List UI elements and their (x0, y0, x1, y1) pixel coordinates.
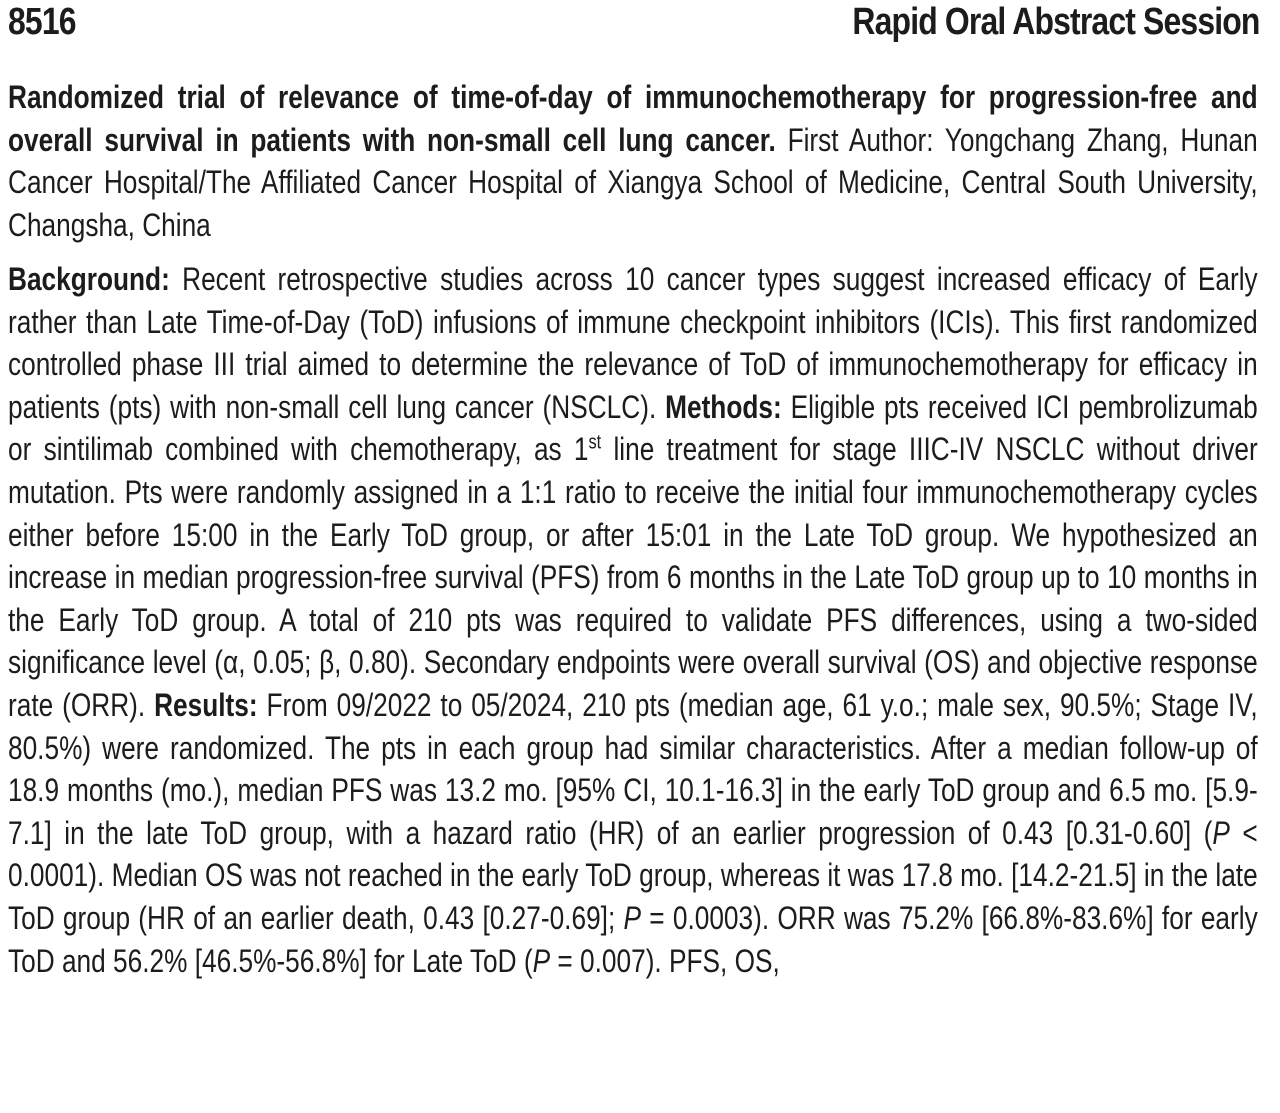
results-text-4: = 0.007). PFS, OS, (550, 942, 780, 979)
abstract-number: 8516 (8, 0, 76, 43)
p-value-symbol: P (1212, 814, 1230, 851)
methods-label: Methods: (665, 388, 782, 425)
page-header (8, 0, 1260, 44)
results-text-2: < 0.0001). Median OS was not reached in the early ToD group, whereas it was 17.8 mo. [14.2-21.5] in the late ToD group (HR of an earlier death, 0.43 [0.27-0.69]; (8, 814, 1258, 936)
abstract-title: Randomized trial of relevance of time-of-day of immunochemotherapy for progression-free and overall survival in patients with non-small cell lung cancer. (8, 79, 1258, 158)
methods-text-2: line treatment for stage IIIC-IV NSCLC without driver mutation. Pts were randomly assigned in a 1:1 ratio to receive the initial four immunochemotherapy cycles either before 15:00 in the Early ToD group, or after 15:01 in the Late ToD group. We hypothesized an increase in median progression-free survival (PFS) from 6 months in the Late ToD group up to 10 months in the Early ToD group. A total of 210 pts was required to validate PFS differences, using a two-sided significance level (α, 0.05; β, 0.80). Secondary endpoints were overall survival (OS) and objective response rate (ORR). (8, 431, 1258, 723)
abstract-body (8, 258, 1258, 982)
p-value-symbol-3: P (532, 942, 551, 979)
p-value-symbol-2: P (623, 899, 642, 936)
methods-superscript: st (588, 431, 602, 454)
background-label: Background: (8, 261, 170, 297)
results-label: Results: (154, 686, 258, 723)
background-text: Recent retrospective studies across 10 cancer types suggest increased efficacy of Early rather than Late Time-of-Day (ToD) infusions of immune checkpoint inhibitors (ICIs). This first randomized controlled phase III trial aimed to determine the relevance of ToD of immunochemotherapy for efficacy in patients (pts) with non-small cell lung cancer (NSCLC). (8, 261, 1258, 425)
title-block (8, 76, 1258, 246)
results-text-1: From 09/2022 to 05/2024, 210 pts (median age, 61 y.o.; male sex, 90.5%; Stage IV, 80.5%) were randomized. The pts in each group had similar characteristics. After a median follow-up of 18.9 months (mo.), median PFS was 13.2 mo. [95% CI, 10.1-16.3] in the early ToD group and 6.5 mo. [5.9-7.1] in the late ToD group, with a hazard ratio (HR) of an earlier progression of 0.43 [0.31-0.60] ( (8, 686, 1258, 851)
methods-text-1: Eligible pts received ICI pembrolizumab or sintilimab combined with chemotherapy, as 1 (8, 388, 1258, 468)
session-title: Rapid Oral Abstract Session (852, 0, 1260, 43)
author-affiliation: First Author: Yongchang Zhang, Hunan Cancer Hospital/The Affiliated Cancer Hospital of Xiangya School of Medicine, Central South University, Changsha, China (8, 121, 1258, 243)
results-text-3: = 0.0003). ORR was 75.2% [66.8%-83.6%] for early ToD and 56.2% [46.5%-56.8%] for Late ToD ( (8, 899, 1258, 979)
